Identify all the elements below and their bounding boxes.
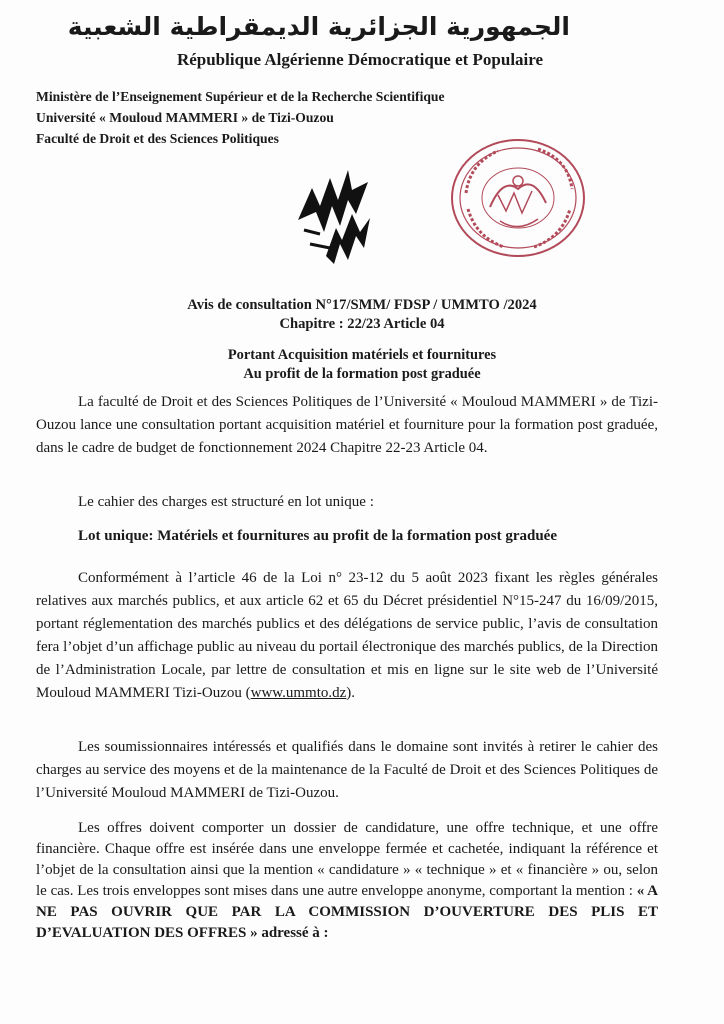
paragraph-bidders (36, 736, 658, 805)
paragraph-legal (36, 567, 658, 705)
subject-line-2: Au profit de la formation post graduée (243, 366, 481, 382)
ummto-logo-icon (290, 160, 385, 270)
notice-chapter: Chapitre : 22/23 Article 04 (279, 316, 445, 332)
website-link[interactable]: www.ummto.dz (250, 685, 347, 701)
offers-mention: « A NE PAS OUVRIR QUE PAR LA COMMISSION D’OUVERTURE DES PLIS ET D’EVALUATION DES OFFRES » (36, 883, 658, 941)
bidders-text: Les soumissionnaires intéressés et qualifiés dans le domaine sont invités à retirer le cahier des charges au service des moyens et de la maintenance de la Faculté de Droit et des Sciences Politiques de l’Université Mouloud MAMMERI de Tizi-Ouzou. (36, 739, 658, 801)
legal-text-end: ). (346, 685, 356, 701)
subject-line-1: Portant Acquisition matériels et fournitures (227, 347, 497, 363)
notice-header (0, 296, 724, 334)
paragraph-intro (36, 391, 658, 460)
arabic-title: الجمهورية الجزائرية الديمقراطية الشعبية (67, 12, 570, 41)
round-stamp-icon (448, 137, 588, 259)
paragraph-lot-unique: Lot unique: Matériels et fournitures au profit de la formation post graduée (78, 528, 557, 544)
paragraph-offers (36, 818, 658, 944)
university-logo (290, 160, 385, 270)
republic-title: République Algérienne Démocratique et Populaire (176, 50, 544, 69)
intro-text: La faculté de Droit et des Sciences Politiques de l’Université « Mouloud MAMMERI » de Tizi-Ouzou lance une consultation portant acquisition matériel et fourniture pour la formation post graduée, dans le cadre de budget de fonctionnement 2024 Chapitre 22-23 Article 04. (36, 394, 658, 456)
offers-text: Les offres doivent comporter un dossier de candidature, une offre technique, et une offre financière. Chaque offre est insérée dans une enveloppe fermée et cachetée, indiquant la référence et l’objet de la consultation ainsi que la mention « candidature » « technique » et « financière » ou, selon le cas. Les trois enveloppes sont mises dans une autre enveloppe anonyme, comportant la mention : (36, 820, 658, 899)
notice-subject (0, 346, 724, 384)
paragraph-lot-structure: Le cahier des charges est structuré en lot unique : (78, 494, 374, 510)
ministry-name: Ministère de l’Enseignement Supérieur et de la Recherche Scientifique (36, 89, 445, 104)
university-name: Université « Mouloud MAMMERI » de Tizi-Ouzou (36, 110, 334, 125)
institution-block (36, 86, 445, 149)
offers-addressed: adressé à : (257, 925, 329, 941)
faculty-seal (448, 137, 588, 259)
notice-number: Avis de consultation N°17/SMM/ FDSP / UMMTO /2024 (187, 297, 537, 313)
faculty-name: Faculté de Droit et des Sciences Politiques (36, 131, 279, 146)
legal-text: Conformément à l’article 46 de la Loi n° 23-12 du 5 août 2023 fixant les règles générales relatives aux marchés publics, et aux article 62 et 65 du Décret présidentiel N°15-247 du 16/09/2015, portant réglementation des marchés publics et des délégations de service public, l’avis de consultation fera l’objet d’un affichage public au niveau du portail électronique des marchés publics, de la Direction de l’Administration Locale, par lettre de consultation et mis en ligne sur le site web de l’Université Mouloud MAMMERI Tizi-Ouzou ( (36, 570, 658, 701)
